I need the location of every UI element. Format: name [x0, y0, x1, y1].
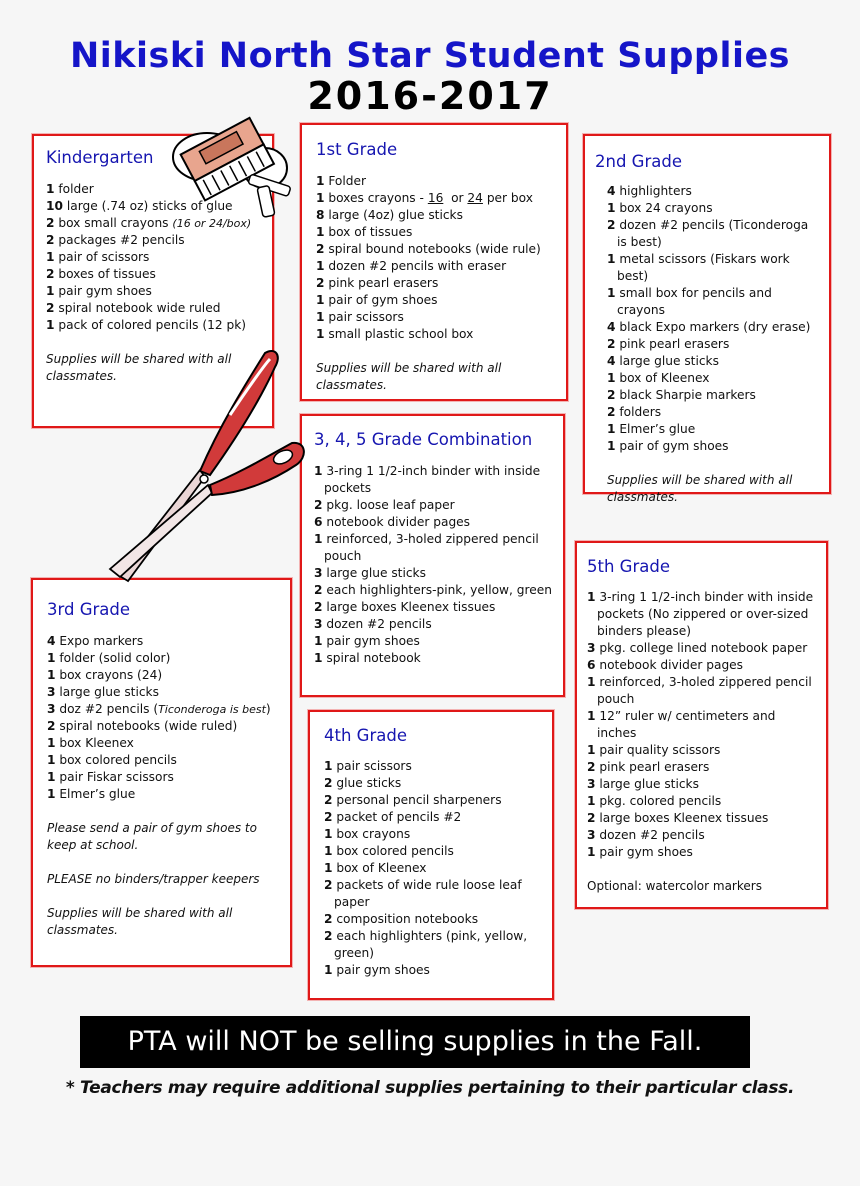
list-item: 4 black Expo markers (dry erase)	[607, 320, 811, 334]
list-item: 2 spiral notebook wide ruled	[46, 301, 221, 315]
list-item: 1 3-ring 1 1/2-inch binder with inside pockets (No zippered or over-sized binders please)	[587, 590, 814, 638]
grade3-note-binders: PLEASE no binders/trapper keepers	[47, 872, 260, 886]
list-item: 2 spiral notebooks (wide ruled)	[47, 719, 238, 733]
list-item: 1 Folder	[316, 174, 367, 188]
pta-banner: PTA will NOT be selling supplies in the Fall.	[80, 1016, 750, 1068]
list-item: 1 metal scissors (Fiskars work best)	[607, 252, 790, 283]
list-item: 2 dozen #2 pencils (Ticonderoga is best)	[607, 218, 809, 249]
kindergarten-heading: Kindergarten	[46, 148, 154, 167]
grade5-box	[575, 541, 828, 909]
combo-box	[300, 414, 565, 697]
list-item: 1 3-ring 1 1/2-inch binder with inside pockets	[314, 464, 541, 495]
list-item: 1 Elmer’s glue	[47, 787, 136, 801]
school-year: 2016-2017	[307, 74, 553, 118]
grade1-heading: 1st Grade	[316, 140, 398, 159]
list-item: 1 reinforced, 3-holed zippered pencil pouch	[314, 532, 539, 563]
list-item: 2 folders	[607, 405, 662, 419]
list-item: 1 box Kleenex	[47, 736, 134, 750]
list-item: 1 pair of scissors	[46, 250, 150, 264]
list-item: 1 boxes crayons - 16 or 24 per box	[316, 191, 533, 205]
grade3-note-shared: Supplies will be shared with all classmates.	[47, 906, 233, 937]
list-item: 1 Elmer’s glue	[607, 422, 696, 436]
list-item: 2 pkg. loose leaf paper	[314, 498, 455, 512]
list-item: 2 packets of wide rule loose leaf paper	[324, 878, 522, 909]
list-item: 1 pair gym shoes	[314, 634, 420, 648]
list-item: 1 box colored pencils	[324, 844, 454, 858]
grade3-box	[31, 578, 292, 967]
list-item: 1 spiral notebook	[314, 651, 421, 665]
list-item: 1 box of Kleenex	[324, 861, 427, 875]
kindergarten-note: Supplies will be shared with all classmates.	[46, 352, 232, 383]
list-item: 1 pair Fiskar scissors	[47, 770, 174, 784]
grade5-heading: 5th Grade	[587, 557, 670, 576]
list-item: 1 folder	[46, 182, 94, 196]
list-item: 1 12” ruler w/ centimeters and inches	[587, 709, 776, 740]
grade2-list	[595, 183, 821, 455]
list-item: 1 box 24 crayons	[607, 201, 713, 215]
teacher-footnote: * Teachers may require additional supplies pertaining to their particular class.	[65, 1078, 795, 1098]
list-item: 3 large glue sticks	[587, 777, 699, 791]
list-item: 2 packet of pencils #2	[324, 810, 462, 824]
grade1-list	[316, 173, 556, 343]
list-item: 1 pair gym shoes	[324, 963, 430, 977]
grade2-heading: 2nd Grade	[595, 152, 682, 171]
grade1-note: Supplies will be shared with all classmates.	[316, 361, 502, 392]
list-item: 4 Expo markers	[47, 634, 144, 648]
list-item: 2 pink pearl erasers	[607, 337, 730, 351]
grade1-box	[300, 123, 568, 401]
grade3-heading: 3rd Grade	[47, 600, 131, 619]
grade3-list	[47, 633, 282, 803]
list-item: 3 large glue sticks	[47, 685, 159, 699]
list-item: 2 large boxes Kleenex tissues	[314, 600, 496, 614]
scissors-icon	[70, 345, 310, 595]
list-item: 2 personal pencil sharpeners	[324, 793, 502, 807]
list-item: 1 pair gym shoes	[587, 845, 693, 859]
list-item: 1 box of Kleenex	[607, 371, 710, 385]
list-item: 2 composition notebooks	[324, 912, 479, 926]
list-item: 3 dozen #2 pencils	[587, 828, 705, 842]
list-item: 2 spiral bound notebooks (wide rule)	[316, 242, 541, 256]
list-item: 3 dozen #2 pencils	[314, 617, 432, 631]
list-item: 1 pair quality scissors	[587, 743, 721, 757]
grade5-list	[587, 589, 818, 861]
list-item: 2 packages #2 pencils	[46, 233, 185, 247]
list-item: 2 glue sticks	[324, 776, 402, 790]
grade4-heading: 4th Grade	[324, 726, 407, 745]
list-item: 2 each highlighters-pink, yellow, green	[314, 583, 552, 597]
list-item: 3 pkg. college lined notebook paper	[587, 641, 808, 655]
grade4-box	[308, 710, 554, 1000]
combo-list	[314, 463, 555, 667]
list-item: 3 doz #2 pencils (Ticonderoga is best)	[47, 702, 271, 716]
list-item: 1 small plastic school box	[316, 327, 474, 341]
list-item: 1 box crayons	[324, 827, 411, 841]
list-item: 1 reinforced, 3-holed zippered pencil pouch	[587, 675, 812, 706]
grade3-note-gym: Please send a pair of gym shoes to keep at school.	[47, 821, 257, 852]
list-item: 1 box of tissues	[316, 225, 413, 239]
list-item: 2 black Sharpie markers	[607, 388, 756, 402]
list-item: 4 highlighters	[607, 184, 692, 198]
list-item: 1 pair gym shoes	[46, 284, 152, 298]
list-item: 1 pair of gym shoes	[607, 439, 729, 453]
list-item: 1 pair scissors	[324, 759, 412, 773]
list-item: 1 box crayons (24)	[47, 668, 163, 682]
eraser-chalk-icon	[165, 112, 300, 222]
list-item: 2 pink pearl erasers	[587, 760, 710, 774]
list-item: 10 large (.74 oz) sticks of glue	[46, 199, 233, 213]
grade2-note: Supplies will be shared with all classmates.	[607, 473, 793, 504]
list-item: 8 large (4oz) glue sticks	[316, 208, 463, 222]
grade2-box	[583, 134, 831, 504]
combo-heading: 3, 4, 5 Grade Combination	[314, 430, 533, 449]
list-item: 6 notebook divider pages	[587, 658, 744, 672]
list-item: 1 box colored pencils	[47, 753, 177, 767]
list-item: 2 boxes of tissues	[46, 267, 156, 281]
list-item: 1 pair scissors	[316, 310, 404, 324]
list-item: 4 large glue sticks	[607, 354, 719, 368]
page-title: Nikiski North Star Student Supplies	[69, 36, 791, 76]
list-item: 1 small box for pencils and crayons	[607, 286, 772, 317]
list-item: 2 pink pearl erasers	[316, 276, 439, 290]
list-item: 6 notebook divider pages	[314, 515, 471, 529]
list-item: 1 folder (solid color)	[47, 651, 171, 665]
list-item: 1 dozen #2 pencils with eraser	[316, 259, 507, 273]
list-item: 2 box small crayons (16 or 24/box)	[46, 216, 252, 230]
list-item: 1 pair of gym shoes	[316, 293, 438, 307]
grade5-optional-note: Optional: watercolor markers	[587, 879, 762, 893]
list-item: 2 large boxes Kleenex tissues	[587, 811, 769, 825]
list-item: 2 each highlighters (pink, yellow, green)	[324, 929, 528, 960]
list-item: 1 pack of colored pencils (12 pk)	[46, 318, 247, 332]
grade4-list	[324, 758, 544, 979]
list-item: 1 pkg. colored pencils	[587, 794, 722, 808]
list-item: 3 large glue sticks	[314, 566, 426, 580]
